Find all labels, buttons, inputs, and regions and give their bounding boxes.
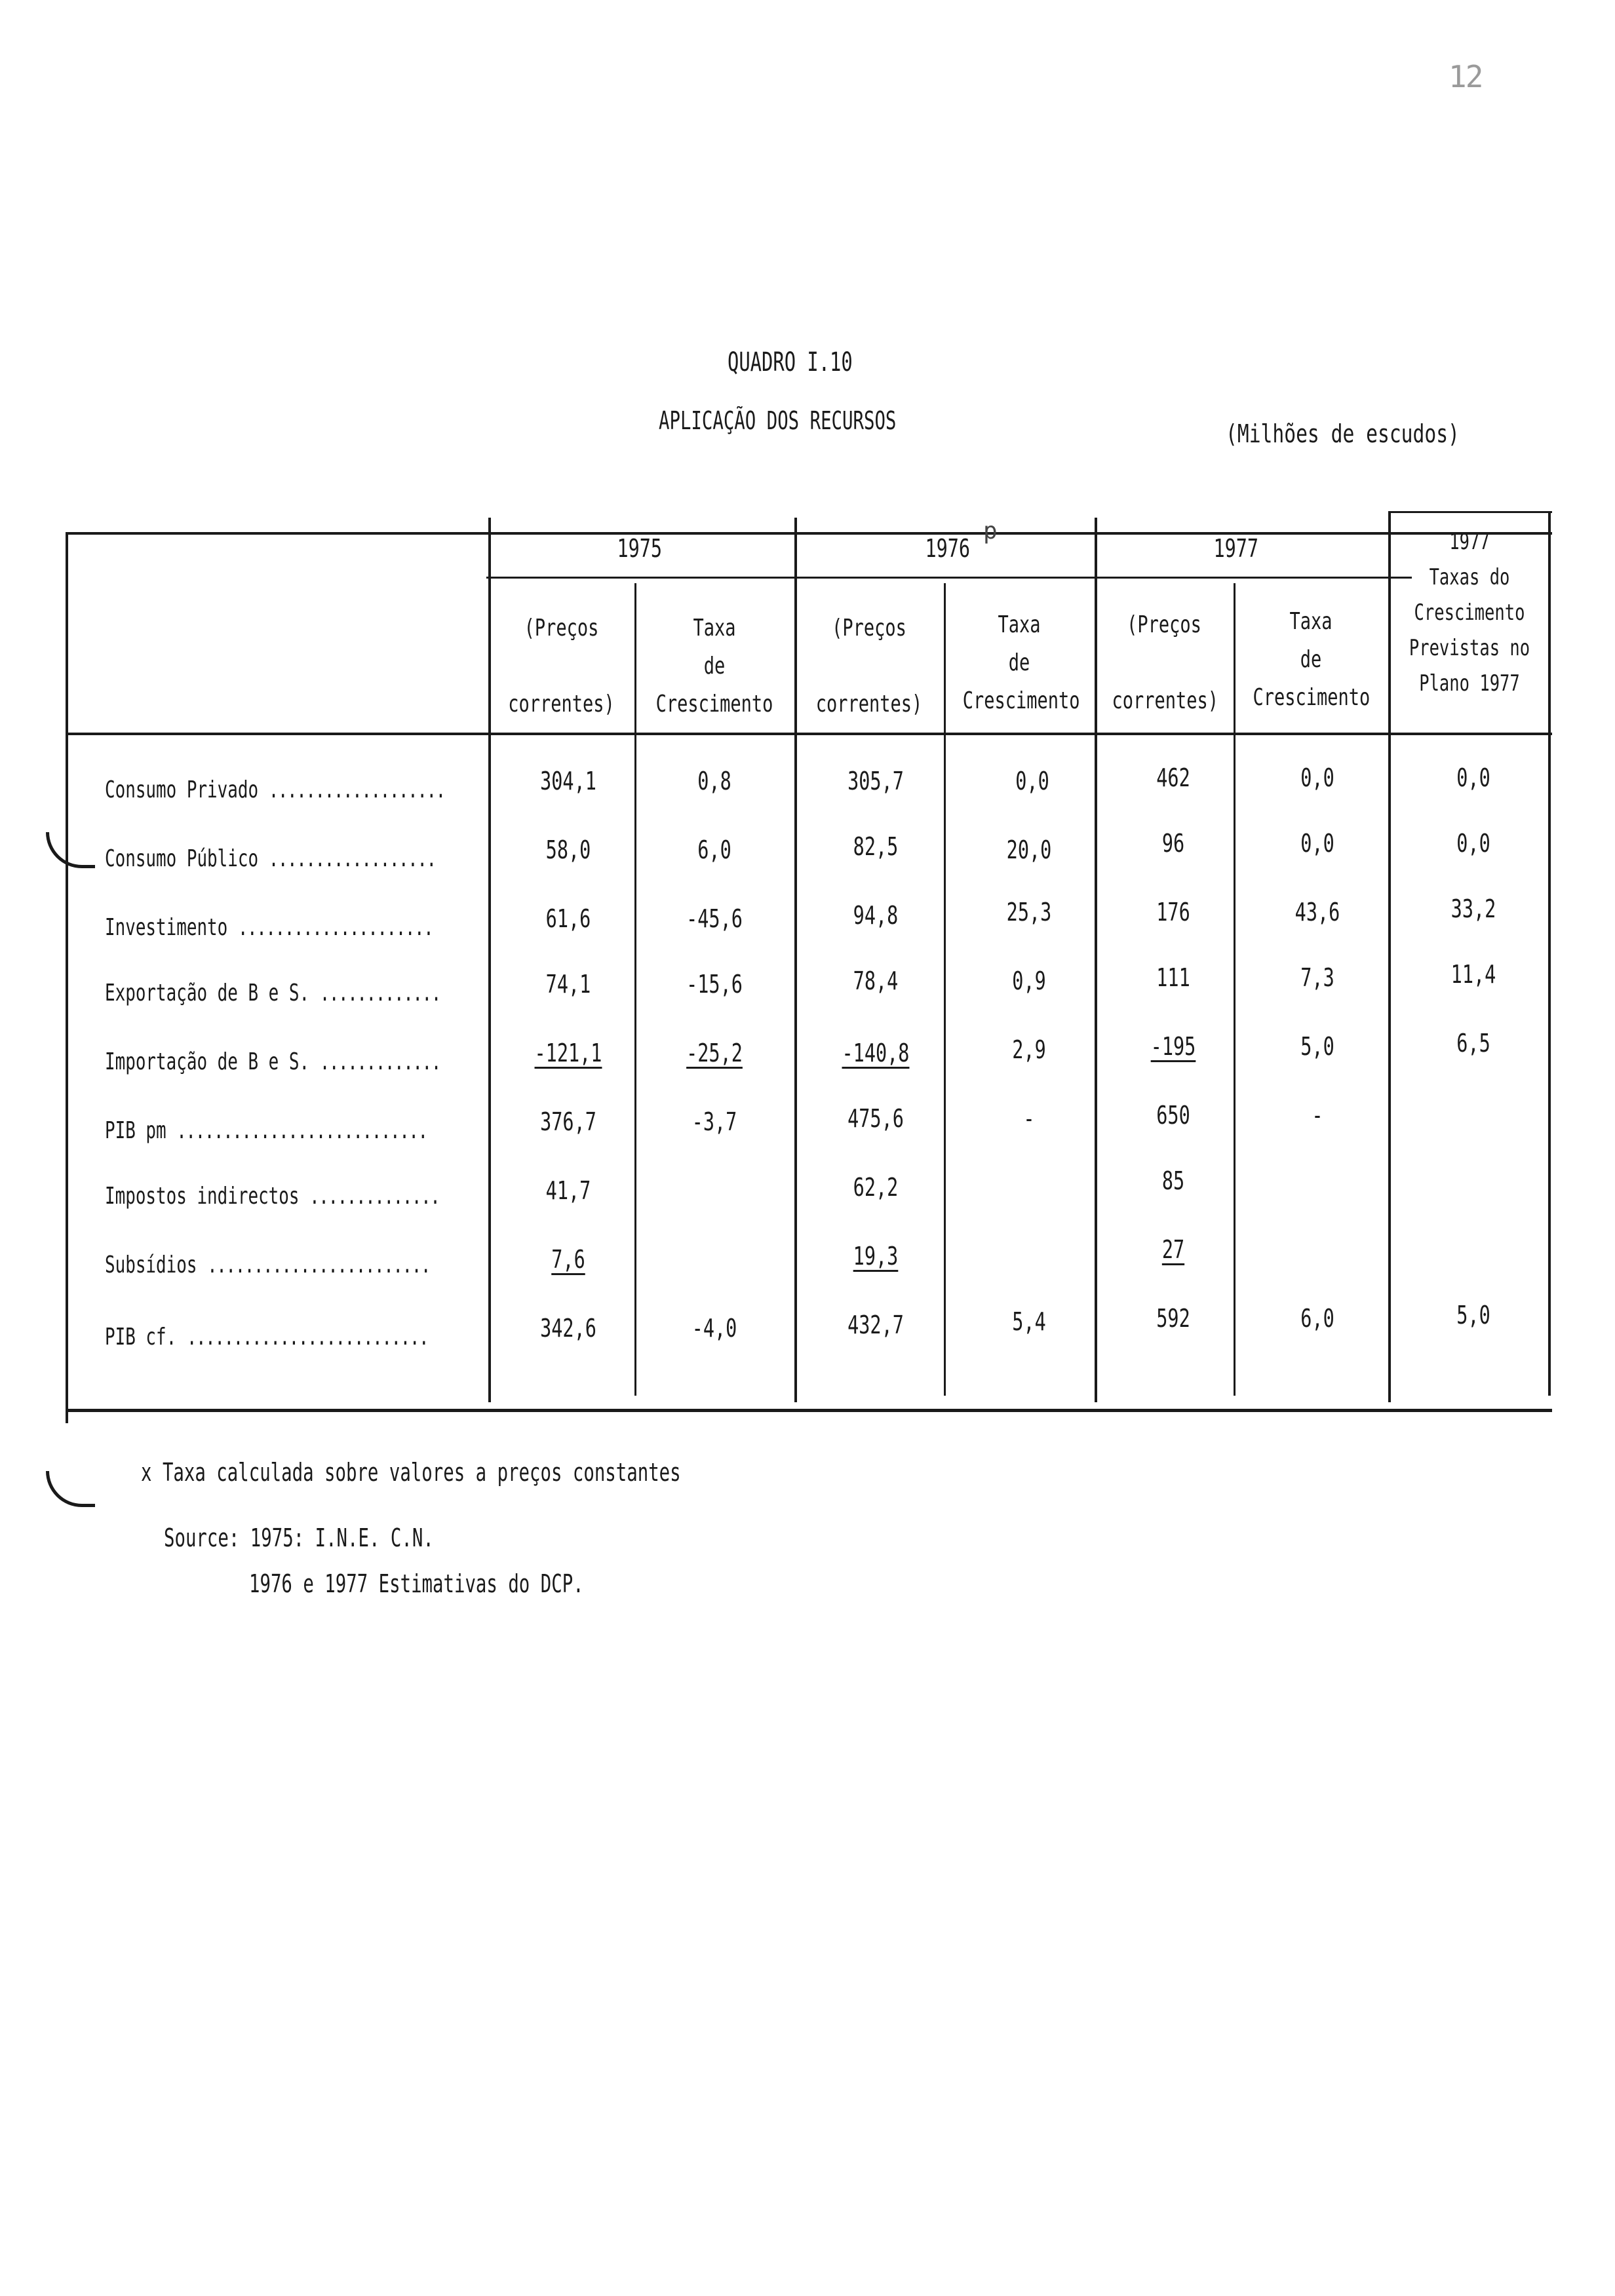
provisional-mark: p <box>983 518 998 545</box>
cell: 342,6 <box>540 1314 596 1343</box>
table-subtitle: APLICAÇÃO DOS RECURSOS <box>659 406 897 435</box>
cell: 0,0 <box>1015 767 1049 795</box>
margin-mark <box>46 1471 95 1507</box>
cell: 462 <box>1156 763 1190 792</box>
cell: 0,0 <box>1456 829 1490 858</box>
row-label-investimento: Investimento ..................... <box>105 914 433 941</box>
cell: 5,0 <box>1456 1301 1490 1330</box>
col-planned-rates: 1977 Taxas do Crescimento Previstas no Plano 1977 <box>1409 529 1530 697</box>
year-1977: 1977 <box>1213 534 1259 563</box>
cell: 7,6 <box>551 1245 585 1274</box>
cell: -15,6 <box>686 970 743 999</box>
cell: 304,1 <box>540 767 596 795</box>
col-prices-1976: (Preços correntes) <box>815 615 923 718</box>
cell: 74,1 <box>545 970 591 999</box>
cell: 82,5 <box>853 832 899 861</box>
footnote: x Taxa calculada sobre valores a preços constantes <box>141 1458 681 1487</box>
cell: -140,8 <box>842 1039 910 1067</box>
cell: 25,3 <box>1006 898 1052 927</box>
cell: 78,4 <box>853 966 899 995</box>
source-line-1: Source: 1975: I.N.E. C.N. <box>164 1523 434 1552</box>
row-label-consumo-publico: Consumo Público .................. <box>105 845 436 872</box>
cell: 62,2 <box>853 1173 899 1202</box>
col-prices-1975: (Preços correntes) <box>508 615 615 718</box>
cell: 6,5 <box>1456 1029 1490 1058</box>
cell: -4,0 <box>691 1314 737 1343</box>
cell: - <box>1312 1101 1323 1130</box>
row-label-pib-cf: PIB cf. .......................... <box>105 1324 429 1350</box>
row-label-impostos: Impostos indirectos .............. <box>105 1183 440 1210</box>
row-label-importacao: Importação de B e S. ............. <box>105 1048 440 1075</box>
cell: 0,0 <box>1300 763 1334 792</box>
cell: 305,7 <box>847 767 904 795</box>
cell: 33,2 <box>1450 894 1496 923</box>
unit-note: (Milhões de escudos) <box>1226 419 1460 448</box>
page-number: 12 <box>1449 59 1483 94</box>
cell: 6,0 <box>697 835 731 864</box>
cell: 0,8 <box>697 767 731 795</box>
cell: 58,0 <box>545 835 591 864</box>
col-rate-1975: Taxa de Crescimento <box>655 615 773 718</box>
cell: 6,0 <box>1300 1304 1334 1333</box>
source-line-2: 1976 e 1977 Estimativas do DCP. <box>249 1569 584 1598</box>
cell: 61,6 <box>545 904 591 933</box>
col-rate-1977: Taxa de Crescimento <box>1253 608 1371 711</box>
cell: 19,3 <box>853 1242 899 1271</box>
cell: -121,1 <box>534 1039 602 1067</box>
cell: 0,0 <box>1300 829 1334 858</box>
cell: -195 <box>1150 1032 1196 1061</box>
cell: -45,6 <box>686 904 743 933</box>
cell: 96 <box>1161 829 1185 858</box>
row-label-exportacao: Exportação de B e S. ............. <box>105 980 440 1006</box>
col-prices-1977: (Preços correntes) <box>1112 611 1219 714</box>
cell: 0,0 <box>1456 763 1490 792</box>
cell: - <box>1023 1104 1035 1133</box>
cell: 94,8 <box>853 901 899 930</box>
col-rate-1976: Taxa de Crescimento <box>962 611 1080 714</box>
cell: 0,9 <box>1012 966 1046 995</box>
margin-mark <box>46 832 95 868</box>
cell: 20,0 <box>1006 835 1052 864</box>
cell: 5,4 <box>1012 1307 1046 1336</box>
cell: 111 <box>1156 963 1190 992</box>
cell: -25,2 <box>686 1039 743 1067</box>
cell: 11,4 <box>1450 960 1496 989</box>
table-title: QUADRO I.10 <box>728 347 853 377</box>
cell: 85 <box>1161 1166 1185 1195</box>
cell: 5,0 <box>1300 1032 1334 1061</box>
cell: 176 <box>1156 898 1190 927</box>
row-label-subsidios: Subsídios ........................ <box>105 1252 431 1278</box>
cell: 650 <box>1156 1101 1190 1130</box>
cell: 7,3 <box>1300 963 1334 992</box>
row-label-pib-pm: PIB pm ........................... <box>105 1117 427 1144</box>
row-label-consumo-privado: Consumo Privado ................... <box>105 776 445 803</box>
cell: 432,7 <box>847 1311 904 1339</box>
cell: -3,7 <box>691 1107 737 1136</box>
cell: 41,7 <box>545 1176 591 1205</box>
cell: 27 <box>1161 1235 1185 1264</box>
year-1975: 1975 <box>617 534 663 563</box>
cell: 2,9 <box>1012 1035 1046 1064</box>
cell: 592 <box>1156 1304 1190 1333</box>
cell: 475,6 <box>847 1104 904 1133</box>
year-1976: 1976 <box>925 534 971 563</box>
cell: 43,6 <box>1294 898 1340 927</box>
cell: 376,7 <box>540 1107 596 1136</box>
